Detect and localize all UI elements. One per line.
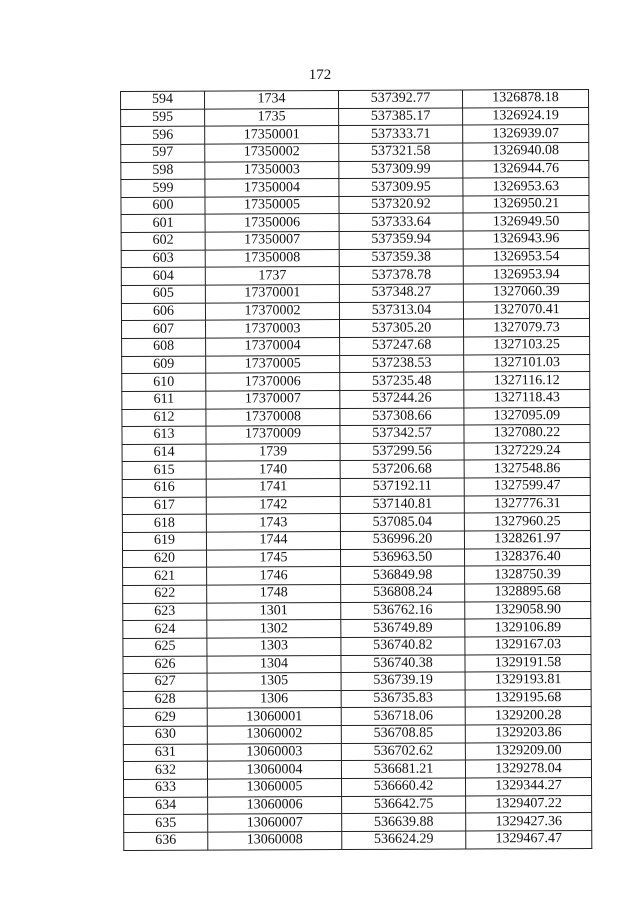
x-coordinate-cell: 536963.50 <box>341 549 465 567</box>
row-number-cell: 634 <box>124 797 208 815</box>
row-number-cell: 604 <box>121 268 205 286</box>
point-id-cell: 1306 <box>207 690 341 708</box>
point-id-cell: 1737 <box>205 267 339 285</box>
y-coordinate-cell: 1327070.41 <box>463 301 589 319</box>
y-coordinate-cell: 1327095.09 <box>464 407 590 425</box>
table-row <box>122 389 590 409</box>
row-number-cell: 631 <box>123 744 207 762</box>
x-coordinate-cell: 537385.17 <box>339 108 463 126</box>
table-row <box>124 813 592 833</box>
y-coordinate-cell: 1327548.86 <box>464 460 590 478</box>
y-coordinate-cell: 1326944.76 <box>463 160 589 178</box>
point-id-cell: 1741 <box>206 479 340 497</box>
y-coordinate-cell: 1326939.07 <box>463 125 589 143</box>
row-number-cell: 599 <box>121 179 205 197</box>
row-number-cell: 616 <box>122 479 206 497</box>
y-coordinate-cell: 1326949.50 <box>463 213 589 231</box>
x-coordinate-cell: 537247.68 <box>340 337 464 355</box>
row-number-cell: 627 <box>123 673 207 691</box>
y-coordinate-cell: 1329209.00 <box>465 742 591 760</box>
point-id-cell: 17370008 <box>206 408 340 426</box>
y-coordinate-cell: 1326943.96 <box>463 231 589 249</box>
row-number-cell: 610 <box>122 373 206 391</box>
row-number-cell: 601 <box>121 215 205 233</box>
table-row <box>121 248 589 268</box>
point-id-cell: 17350006 <box>205 214 339 232</box>
table-row <box>121 178 589 198</box>
y-coordinate-cell: 1329195.68 <box>465 689 591 707</box>
row-number-cell: 617 <box>122 497 206 515</box>
row-number-cell: 611 <box>122 391 206 409</box>
table-row <box>122 319 590 339</box>
row-number-cell: 603 <box>121 250 205 268</box>
y-coordinate-cell: 1327103.25 <box>464 336 590 354</box>
x-coordinate-cell: 537333.64 <box>339 213 463 231</box>
x-coordinate-cell: 536624.29 <box>342 831 466 849</box>
point-id-cell: 1743 <box>206 514 340 532</box>
y-coordinate-cell: 1326924.19 <box>463 107 589 125</box>
row-number-cell: 607 <box>122 320 206 338</box>
table-row <box>123 566 591 586</box>
row-number-cell: 595 <box>121 109 205 127</box>
row-number-cell: 621 <box>123 567 207 585</box>
point-id-cell: 13060003 <box>207 743 341 761</box>
point-id-cell: 17370003 <box>206 320 340 338</box>
y-coordinate-cell: 1329193.81 <box>465 672 591 690</box>
point-id-cell: 13060002 <box>207 726 341 744</box>
y-coordinate-cell: 1328750.39 <box>465 566 591 584</box>
y-coordinate-cell: 1326878.18 <box>462 89 588 107</box>
point-id-cell: 17350007 <box>205 232 339 250</box>
point-id-cell: 1744 <box>206 532 340 550</box>
row-number-cell: 630 <box>123 726 207 744</box>
row-number-cell: 629 <box>123 709 207 727</box>
row-number-cell: 596 <box>121 126 205 144</box>
point-id-cell: 1302 <box>207 620 341 638</box>
y-coordinate-cell: 1327776.31 <box>464 495 590 513</box>
point-id-cell: 13060008 <box>208 831 342 849</box>
table-row <box>122 460 590 480</box>
row-number-cell: 594 <box>121 91 205 109</box>
y-coordinate-cell: 1327080.22 <box>464 425 590 443</box>
y-coordinate-cell: 1329058.90 <box>465 601 591 619</box>
table-row <box>121 213 589 233</box>
table-row <box>123 583 591 603</box>
y-coordinate-cell: 1328895.68 <box>465 583 591 601</box>
row-number-cell: 626 <box>123 656 207 674</box>
point-id-cell: 17350002 <box>205 143 339 161</box>
y-coordinate-cell: 1326953.94 <box>463 266 589 284</box>
y-coordinate-cell: 1329191.58 <box>465 654 591 672</box>
table-row <box>121 160 589 180</box>
row-number-cell: 597 <box>121 144 205 162</box>
table-row <box>121 89 589 109</box>
point-id-cell: 17350008 <box>205 249 339 267</box>
x-coordinate-cell: 536740.82 <box>341 637 465 655</box>
y-coordinate-cell: 1328261.97 <box>464 530 590 548</box>
point-id-cell: 1734 <box>205 91 339 109</box>
x-coordinate-cell: 536996.20 <box>340 531 464 549</box>
y-coordinate-cell: 1327079.73 <box>463 319 589 337</box>
table-row <box>123 619 591 639</box>
x-coordinate-cell: 536808.24 <box>341 584 465 602</box>
x-coordinate-cell: 537392.77 <box>339 90 463 108</box>
table-row <box>122 442 590 462</box>
y-coordinate-cell: 1329167.03 <box>465 636 591 654</box>
table-row <box>122 513 590 533</box>
point-id-cell: 17350004 <box>205 179 339 197</box>
point-id-cell: 17370005 <box>206 355 340 373</box>
x-coordinate-cell: 537235.48 <box>340 372 464 390</box>
table-row <box>123 548 591 568</box>
table-row <box>123 707 591 727</box>
y-coordinate-cell: 1327960.25 <box>464 513 590 531</box>
row-number-cell: 608 <box>122 338 206 356</box>
x-coordinate-cell: 537309.99 <box>339 161 463 179</box>
point-id-cell: 17370009 <box>206 426 340 444</box>
point-id-cell: 1740 <box>206 461 340 479</box>
y-coordinate-cell: 1326940.08 <box>463 142 589 160</box>
table-row <box>122 407 590 427</box>
table-row <box>121 266 589 286</box>
point-id-cell: 1742 <box>206 496 340 514</box>
table-row <box>123 760 591 780</box>
x-coordinate-cell: 536849.98 <box>341 566 465 584</box>
x-coordinate-cell: 537348.27 <box>339 284 463 302</box>
row-number-cell: 605 <box>121 285 205 303</box>
x-coordinate-cell: 537244.26 <box>340 390 464 408</box>
table-row <box>122 372 590 392</box>
point-id-cell: 1735 <box>205 108 339 126</box>
point-id-cell: 17370002 <box>205 302 339 320</box>
x-coordinate-cell: 537342.57 <box>340 425 464 443</box>
x-coordinate-cell: 536639.88 <box>342 813 466 831</box>
table-row <box>122 425 590 445</box>
table-row <box>122 530 590 550</box>
point-id-cell: 17350001 <box>205 126 339 144</box>
y-coordinate-cell: 1329344.27 <box>466 777 592 795</box>
x-coordinate-cell: 536718.06 <box>341 707 465 725</box>
x-coordinate-cell: 537192.11 <box>340 478 464 496</box>
table-row <box>121 195 589 215</box>
y-coordinate-cell: 1329467.47 <box>466 830 592 848</box>
x-coordinate-cell: 537305.20 <box>340 319 464 337</box>
y-coordinate-cell: 1329106.89 <box>465 619 591 637</box>
x-coordinate-cell: 537238.53 <box>340 355 464 373</box>
coordinate-table-body <box>121 89 592 850</box>
table-row <box>121 125 589 145</box>
table-row <box>123 672 591 692</box>
x-coordinate-cell: 536739.19 <box>341 672 465 690</box>
x-coordinate-cell: 537206.68 <box>340 460 464 478</box>
row-number-cell: 624 <box>123 620 207 638</box>
point-id-cell: 1746 <box>207 567 341 585</box>
y-coordinate-cell: 1327116.12 <box>464 372 590 390</box>
table-row <box>122 495 590 515</box>
x-coordinate-cell: 537378.78 <box>339 266 463 284</box>
row-number-cell: 618 <box>122 515 206 533</box>
table-row <box>121 107 589 127</box>
point-id-cell: 1745 <box>207 549 341 567</box>
x-coordinate-cell: 536740.38 <box>341 655 465 673</box>
x-coordinate-cell: 537333.71 <box>339 125 463 143</box>
x-coordinate-cell: 536708.85 <box>341 725 465 743</box>
point-id-cell: 13060006 <box>208 796 342 814</box>
page-number: 172 <box>308 67 332 83</box>
x-coordinate-cell: 536681.21 <box>341 760 465 778</box>
table-row <box>123 601 591 621</box>
row-number-cell: 600 <box>121 197 205 215</box>
point-id-cell: 13060007 <box>208 814 342 832</box>
row-number-cell: 628 <box>123 691 207 709</box>
point-id-cell: 17370001 <box>205 285 339 303</box>
x-coordinate-cell: 537309.95 <box>339 178 463 196</box>
row-number-cell: 614 <box>122 444 206 462</box>
y-coordinate-cell: 1329203.86 <box>465 725 591 743</box>
table-row <box>121 142 589 162</box>
table-row <box>121 301 589 321</box>
row-number-cell: 613 <box>122 426 206 444</box>
row-number-cell: 636 <box>124 832 208 850</box>
point-id-cell: 1748 <box>207 584 341 602</box>
row-number-cell: 602 <box>121 232 205 250</box>
point-id-cell: 17350003 <box>205 161 339 179</box>
table-row <box>123 689 591 709</box>
row-number-cell: 623 <box>123 603 207 621</box>
table-row <box>124 830 592 850</box>
table-row <box>124 795 592 815</box>
y-coordinate-cell: 1326950.21 <box>463 195 589 213</box>
y-coordinate-cell: 1326953.54 <box>463 248 589 266</box>
y-coordinate-cell: 1329200.28 <box>465 707 591 725</box>
x-coordinate-cell: 537308.66 <box>340 408 464 426</box>
x-coordinate-cell: 536642.75 <box>342 796 466 814</box>
y-coordinate-cell: 1327229.24 <box>464 442 590 460</box>
point-id-cell: 17370006 <box>206 373 340 391</box>
row-number-cell: 635 <box>124 814 208 832</box>
point-id-cell: 1739 <box>206 443 340 461</box>
y-coordinate-cell: 1329427.36 <box>466 813 592 831</box>
table-row <box>123 742 591 762</box>
table-row <box>123 636 591 656</box>
x-coordinate-cell: 536749.89 <box>341 619 465 637</box>
y-coordinate-cell: 1327599.47 <box>464 478 590 496</box>
table-row <box>122 478 590 498</box>
table-row <box>122 336 590 356</box>
y-coordinate-cell: 1327118.43 <box>464 389 590 407</box>
row-number-cell: 606 <box>121 303 205 321</box>
row-number-cell: 632 <box>123 761 207 779</box>
point-id-cell: 13060001 <box>207 708 341 726</box>
x-coordinate-cell: 536660.42 <box>342 778 466 796</box>
point-id-cell: 13060005 <box>208 779 342 797</box>
table-row <box>123 725 591 745</box>
point-id-cell: 13060004 <box>207 761 341 779</box>
row-number-cell: 615 <box>122 462 206 480</box>
point-id-cell: 1303 <box>207 637 341 655</box>
point-id-cell: 1305 <box>207 673 341 691</box>
x-coordinate-cell: 536762.16 <box>341 602 465 620</box>
row-number-cell: 598 <box>121 162 205 180</box>
y-coordinate-cell: 1329278.04 <box>465 760 591 778</box>
row-number-cell: 609 <box>122 356 206 374</box>
point-id-cell: 1304 <box>207 655 341 673</box>
row-number-cell: 612 <box>122 409 206 427</box>
table-row <box>121 231 589 251</box>
row-number-cell: 633 <box>124 779 208 797</box>
x-coordinate-cell: 537359.94 <box>339 231 463 249</box>
table-row <box>122 354 590 374</box>
point-id-cell: 17370007 <box>206 390 340 408</box>
table-row <box>121 284 589 304</box>
row-number-cell: 622 <box>123 585 207 603</box>
x-coordinate-cell: 537140.81 <box>340 496 464 514</box>
coordinate-table <box>120 89 592 851</box>
x-coordinate-cell: 537321.58 <box>339 143 463 161</box>
y-coordinate-cell: 1327060.39 <box>463 284 589 302</box>
table-row <box>124 777 592 797</box>
row-number-cell: 620 <box>123 550 207 568</box>
row-number-cell: 619 <box>122 532 206 550</box>
table-row <box>123 654 591 674</box>
y-coordinate-cell: 1328376.40 <box>465 548 591 566</box>
x-coordinate-cell: 537313.04 <box>339 302 463 320</box>
x-coordinate-cell: 537320.92 <box>339 196 463 214</box>
x-coordinate-cell: 537085.04 <box>340 513 464 531</box>
y-coordinate-cell: 1327101.03 <box>464 354 590 372</box>
x-coordinate-cell: 537299.56 <box>340 443 464 461</box>
point-id-cell: 17350005 <box>205 196 339 214</box>
y-coordinate-cell: 1329407.22 <box>466 795 592 813</box>
x-coordinate-cell: 536735.83 <box>341 690 465 708</box>
x-coordinate-cell: 537359.38 <box>339 249 463 267</box>
y-coordinate-cell: 1326953.63 <box>463 178 589 196</box>
x-coordinate-cell: 536702.62 <box>341 743 465 761</box>
point-id-cell: 1301 <box>207 602 341 620</box>
row-number-cell: 625 <box>123 638 207 656</box>
point-id-cell: 17370004 <box>206 338 340 356</box>
